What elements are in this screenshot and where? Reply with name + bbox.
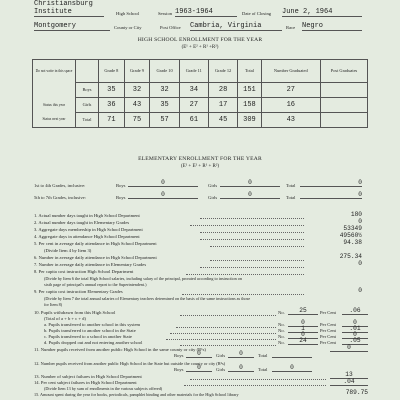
leader-dots xyxy=(210,246,304,247)
item-15-value: 789.75 xyxy=(345,389,368,396)
item-text: Aggregate days membership in High School Department xyxy=(38,227,143,232)
leader-dots xyxy=(210,260,304,261)
item-8-note-2: sixth page of principal's annual report to the Superintendent.) xyxy=(44,282,147,287)
sub-letter: c. xyxy=(44,334,48,339)
total-label: Total xyxy=(286,183,296,188)
column-header: Grade 11 xyxy=(179,60,208,83)
item-text: Per capita cost instruction High School Department xyxy=(38,269,134,274)
leader-dots xyxy=(190,379,326,380)
elementary-boys-value: 0 xyxy=(128,192,198,199)
post-office-value: Cambria, Virginia xyxy=(190,22,282,31)
elementary-boys-value: 0 xyxy=(128,180,198,187)
item-13-label: 13. Number of subject failures in High School Department xyxy=(34,374,142,379)
boys-label: Boys xyxy=(174,353,184,358)
sub-text: Pupils transferred to another school in this system xyxy=(48,322,141,327)
post-office-label: Post Office xyxy=(160,25,181,30)
item-10a-pct-value: 0 xyxy=(342,320,368,327)
item-11-girls-value: 0 xyxy=(228,351,254,358)
leader-dots xyxy=(180,315,276,316)
item-8-note-1: (Divide by Item 6 the total High School salaries, including salary of the principal, prorated according to instruction on xyxy=(44,276,242,281)
row-label: Boys xyxy=(76,83,99,98)
item-10a-no-value: 0 xyxy=(288,320,318,327)
item-number: 9. xyxy=(34,289,38,294)
sub-text: Pupils transferred to another school in the State xyxy=(48,328,136,333)
row-label: Girls xyxy=(76,98,99,113)
item-3-value: 53349 xyxy=(343,225,362,232)
table-cell: 27 xyxy=(179,98,208,113)
school-name-line1: Christiansburg xyxy=(34,0,93,8)
item-7-value: 0 xyxy=(358,260,362,267)
per-cent-label: Per Cent xyxy=(320,340,336,345)
table-header-row xyxy=(33,60,368,83)
item-11-value: 0 xyxy=(330,345,368,352)
leader-dots xyxy=(166,339,276,340)
column-header: Grade 9 xyxy=(124,60,150,83)
item-5-value: 94.38 xyxy=(343,239,362,246)
item-6-label xyxy=(34,255,157,261)
item-10d-pct-value: .05 xyxy=(342,338,368,345)
per-cent-label: Per Cent xyxy=(320,322,336,327)
item-14-label: 14. Per cent subject failures in High School Department xyxy=(34,380,137,385)
race-label: Race xyxy=(286,25,296,30)
table-cell: 71 xyxy=(99,113,125,128)
elementary-row-label: 5th to 7th Grades, inclusive: xyxy=(34,195,86,200)
no-label: No. xyxy=(278,328,285,333)
column-header: Grade 8 xyxy=(99,60,125,83)
high-school-enrollment-table xyxy=(32,59,368,128)
item-3-label xyxy=(34,227,143,233)
table-row xyxy=(33,83,368,98)
table-cell: 36 xyxy=(99,98,125,113)
status-this-year-label: Status this year xyxy=(33,98,76,113)
item-2-value: 0 xyxy=(358,218,362,225)
item-10-pct-value: .06 xyxy=(342,308,368,315)
leader-dots xyxy=(200,232,304,233)
item-8-label xyxy=(34,269,133,275)
item-4-label xyxy=(34,234,140,240)
leader-dots xyxy=(176,327,276,328)
item-10-label: 10. Pupils withdrawn from this High School xyxy=(34,310,116,315)
item-12-girls-value: 0 xyxy=(228,365,254,372)
sub-text: Pupils dropped out and not entering another school xyxy=(48,340,143,345)
table-cell: 75 xyxy=(124,113,150,128)
boys-label: Boys xyxy=(116,195,126,200)
item-text: Number in average daily attendance in Elementary Grades xyxy=(38,262,147,267)
table-cell: 32 xyxy=(124,83,150,98)
table-cell xyxy=(321,113,368,128)
no-label: No. xyxy=(278,334,285,339)
table-cell: 43 xyxy=(124,98,150,113)
item-text: Actual number days taught in High School Department xyxy=(38,213,140,218)
boys-label: Boys xyxy=(116,183,126,188)
high-school-label: High School xyxy=(116,11,140,16)
table-cell xyxy=(321,83,368,98)
leader-dots xyxy=(200,239,304,240)
high-school-enrollment-title: HIGH SCHOOL ENROLLMENT FOR THE YEAR xyxy=(137,37,263,43)
item-text: Per cent in average daily attendance in High School Department xyxy=(38,241,157,246)
item-number: 8. xyxy=(34,269,38,274)
item-12-total-value: 0 xyxy=(272,365,312,372)
item-12-label: 12. Number pupils received from another public High School in the State but outside the county or city (R²s) xyxy=(34,361,226,366)
table-cell: 17 xyxy=(208,98,237,113)
column-header: Grade 10 xyxy=(150,60,179,83)
elementary-girls-value: 0 xyxy=(220,180,280,187)
table-cell: 309 xyxy=(238,113,261,128)
item-11-label: 11. Number pupils received from another public High School in the same county or city (R¹s) xyxy=(34,347,206,352)
table-cell: 151 xyxy=(238,83,261,98)
elementary-enrollment-formula: (E¹ + E² + R¹ + R²) xyxy=(180,164,220,169)
no-label: No. xyxy=(278,310,285,315)
race-value: Negro xyxy=(302,22,362,31)
item-number: 7. xyxy=(34,262,38,267)
table-cell: 32 xyxy=(150,83,179,98)
table-cell: 28 xyxy=(208,83,237,98)
leader-dots xyxy=(180,345,276,346)
sub-letter: a. xyxy=(44,322,48,327)
item-6-value: 275.34 xyxy=(339,253,362,260)
item-10-no-value: 25 xyxy=(288,308,318,315)
date-closing-label: Date of Closing xyxy=(242,11,272,16)
table-row xyxy=(33,113,368,128)
school-name-underline xyxy=(34,16,104,17)
do-not-write-label: Do not write in this space xyxy=(35,69,73,73)
table-cell xyxy=(321,98,368,113)
item-10c-no-value: 0 xyxy=(288,332,318,339)
sub-text: Pupils transferred to a school in another State xyxy=(48,334,132,339)
girls-label: Girls xyxy=(208,183,218,188)
item-number: 6. xyxy=(34,255,38,260)
table-cell: 45 xyxy=(208,113,237,128)
per-cent-label: Per Cent xyxy=(320,310,336,315)
girls-label: Girls xyxy=(216,353,226,358)
item-4-value: 49560½ xyxy=(339,232,362,239)
no-label: No. xyxy=(278,340,285,345)
column-header: Number Graduated xyxy=(261,60,320,83)
item-14-value: .04 xyxy=(330,379,368,386)
column-header: Total xyxy=(238,60,261,83)
item-9-note-1: (Divide by Item 7 the total annual salaries of Elementary teachers determined on the basis of the same instructions as those xyxy=(44,296,251,301)
elementary-total-value: 0 xyxy=(300,192,362,199)
total-label: Total xyxy=(286,195,296,200)
row-label-header xyxy=(33,60,76,83)
no-label: No. xyxy=(278,322,285,327)
boys-label: Boys xyxy=(174,367,184,372)
table-cell: 27 xyxy=(261,83,320,98)
item-10d-label xyxy=(44,340,142,346)
leader-dots xyxy=(200,267,304,268)
table-cell: 34 xyxy=(179,83,208,98)
item-10d-no-value: 24 xyxy=(288,338,318,345)
item-number: 5. xyxy=(34,241,38,246)
leader-dots xyxy=(184,385,326,386)
girls-label: Girls xyxy=(208,195,218,200)
item-number: 4. xyxy=(34,234,38,239)
column-header: Grade 12 xyxy=(208,60,237,83)
table-row xyxy=(33,98,368,113)
per-cent-label: Per Cent xyxy=(320,334,336,339)
item-1-value: 180 xyxy=(350,211,362,218)
item-12-boys-value: 0 xyxy=(186,365,212,372)
item-text: Per capita cost instruction Elementary Grades xyxy=(38,289,123,294)
sub-letter: d. xyxy=(44,340,48,345)
elementary-enrollment-title: ELEMENTARY ENROLLMENT FOR THE YEAR xyxy=(138,156,262,162)
item-9-label xyxy=(34,289,123,295)
item-11-total-line xyxy=(272,357,312,358)
school-name-line2: Institute xyxy=(34,8,72,16)
item-14-note: (Divide Item 13 by sum of enrollments in the various subjects offered) xyxy=(44,386,163,391)
item-10b-pct-value: .01 xyxy=(342,326,368,333)
per-cent-label: Per Cent xyxy=(320,328,336,333)
item-9-note-2: for Item 8) xyxy=(44,302,63,307)
item-11-boys-value: 0 xyxy=(186,351,212,358)
leader-dots xyxy=(182,294,304,295)
item-10c-pct-value: 0 xyxy=(342,332,368,339)
elementary-total-value: 0 xyxy=(300,180,362,187)
item-10b-no-value: 1 xyxy=(288,326,318,333)
date-closing-value: June 2, 1964 xyxy=(282,8,362,17)
session-value: 1963-1964 xyxy=(175,8,237,17)
item-2-label xyxy=(34,220,129,226)
row-side-cell xyxy=(33,83,76,98)
item-text: Aggregate days in attendance High School Department xyxy=(38,234,140,239)
county-label: County or City xyxy=(114,25,142,30)
item-text: Number in average daily attendance in High School Department xyxy=(38,255,157,260)
county-value: Montgomery xyxy=(34,22,110,31)
item-10-sub-label: (Total of a + b + c + d) xyxy=(44,316,86,321)
item-1-label xyxy=(34,213,140,219)
total-label: Total xyxy=(258,367,268,372)
high-school-enrollment-formula: (E¹ + E² + R¹ +R²) xyxy=(181,45,219,50)
elementary-row-label: 1st to 4th Grades, inclusive: xyxy=(34,183,86,188)
table-cell: 16 xyxy=(261,98,320,113)
gender-header xyxy=(76,60,99,83)
table-cell: 35 xyxy=(99,83,125,98)
status-next-year-label: Status next year xyxy=(33,113,76,128)
item-5-note: (Divide Item 4 by Item 3) xyxy=(44,248,92,253)
item-text: Actual number days taught in Elementary Grades xyxy=(38,220,130,225)
item-7-label xyxy=(34,262,146,268)
column-header: Post Graduates xyxy=(321,60,368,83)
leader-dots xyxy=(170,333,276,334)
girls-label: Girls xyxy=(216,367,226,372)
leader-dots xyxy=(186,274,304,275)
item-number: 3. xyxy=(34,227,38,232)
item-number: 2. xyxy=(34,220,38,225)
elementary-girls-value: 0 xyxy=(220,192,280,199)
table-cell: 158 xyxy=(238,98,261,113)
item-13-value: 13 xyxy=(330,372,368,379)
item-5-label xyxy=(34,241,157,247)
session-label: Session xyxy=(158,11,173,16)
leader-dots xyxy=(190,225,304,226)
total-label: Total xyxy=(258,353,268,358)
table-cell: 43 xyxy=(261,113,320,128)
table-cell: 57 xyxy=(150,113,179,128)
item-9-value: 0 xyxy=(358,287,362,294)
item-15-label: 15. Amount spent during the year for books, periodicals, pamphlet binding and other materials for the High School library xyxy=(34,392,239,397)
item-number: 1. xyxy=(34,213,38,218)
table-cell: 35 xyxy=(150,98,179,113)
row-label: Total xyxy=(76,113,99,128)
leader-dots xyxy=(200,218,304,219)
sub-letter: b. xyxy=(44,328,48,333)
table-cell: 61 xyxy=(179,113,208,128)
